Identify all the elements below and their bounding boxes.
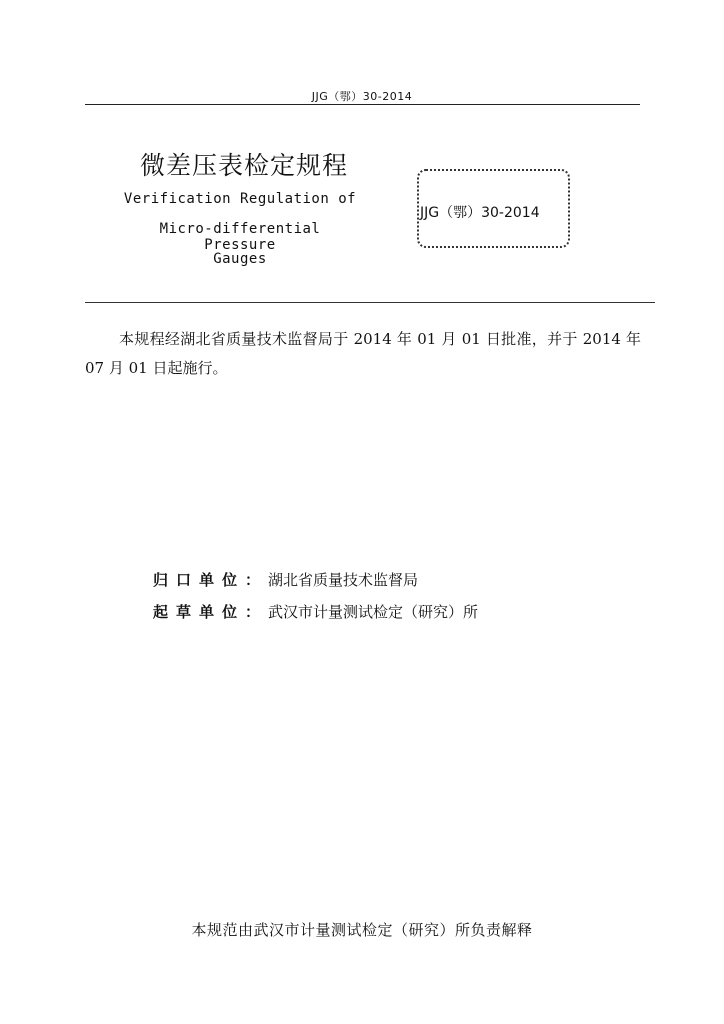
header-divider <box>85 104 640 105</box>
responsible-unit-row <box>153 569 418 590</box>
responsible-unit-value: 湖北省质量技术监督局 <box>268 571 419 589</box>
approval-statement: 本规程经湖北省质量技术监督局于 2014 年 01 月 01 日批准，并于 2014 年 07 月 01 日起施行。 <box>85 330 641 377</box>
title-english-line-2: Micro-differential Pressure <box>159 221 321 253</box>
title-english-line-1: Verification Regulation of <box>123 191 357 207</box>
standard-code-box-text: JJG（鄂）30-2014 <box>420 205 540 221</box>
title-english-line-3: Gauges <box>213 251 267 267</box>
responsible-unit-label: 归口单位： <box>153 571 269 589</box>
title-chinese: 微差压表检定规程 <box>139 151 348 180</box>
drafting-unit-row <box>153 601 478 622</box>
header-code: JJG（鄂）30-2014 <box>311 90 413 103</box>
title-divider <box>85 302 655 303</box>
drafting-unit-label: 起草单位： <box>153 603 269 621</box>
interpretation-note: 本规范由武汉市计量测试检定（研究）所负责解释 <box>191 921 533 939</box>
drafting-unit-value: 武汉市计量测试检定（研究）所 <box>268 603 479 621</box>
